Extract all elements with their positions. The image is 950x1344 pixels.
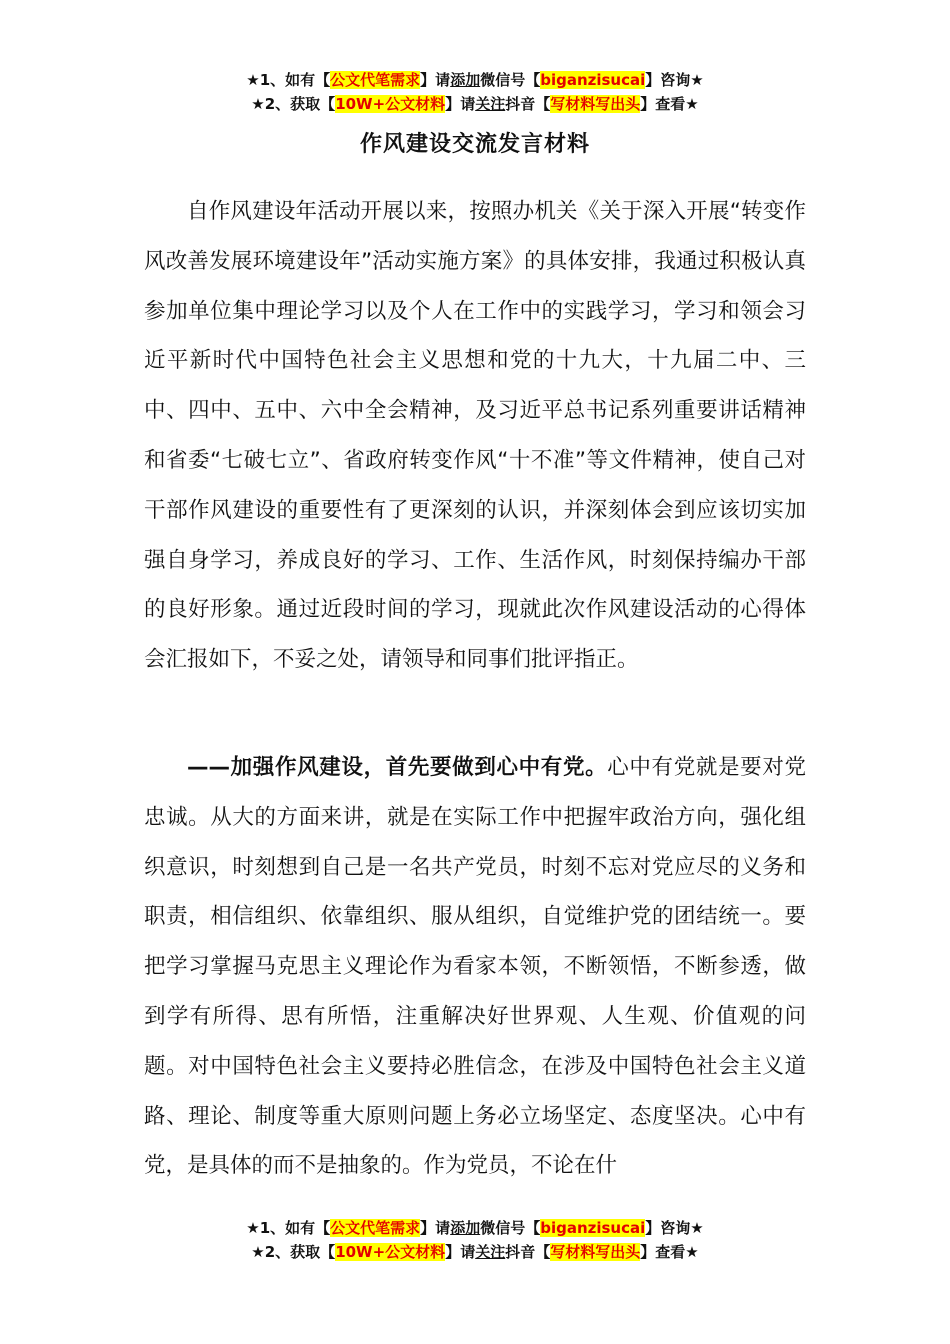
promo-highlight-materials: 10W+公文材料: [335, 1243, 446, 1261]
promo-text: 】请: [445, 95, 476, 113]
promo-text: 】查看★: [640, 95, 699, 113]
promo-text: 】查看★: [640, 1243, 699, 1261]
promo-underlined: 关注: [475, 1243, 506, 1261]
promo-text: ★1、如有【: [246, 71, 331, 89]
promo-text: 微信号【: [480, 1219, 541, 1237]
promo-text: 抖音【: [505, 1243, 551, 1261]
promo-text: 】请: [420, 1219, 451, 1237]
promo-highlight-wechat-id: biganzisucai: [540, 71, 646, 89]
promo-line-1: [0, 68, 950, 92]
promo-underlined: 关注: [475, 95, 506, 113]
paragraph-section-1: [144, 743, 806, 1191]
promo-text: ★2、获取【: [251, 95, 336, 113]
promo-footer: [0, 1216, 950, 1264]
promo-line-1: [0, 1216, 950, 1240]
promo-line-2: [0, 1240, 950, 1264]
promo-highlight-service: 公文代笔需求: [330, 71, 421, 89]
promo-text: 抖音【: [505, 95, 551, 113]
paragraph-intro: 自作风建设年活动开展以来，按照办机关《关于深入开展“转变作风改善发展环境建设年”活动实施方案》的具体安排，我通过积极认真参加单位集中理论学习以及个人在工作中的实践学习，学习和领会习近平新时代中国特色社会主义思想和党的十九大，十九届二中、三中、四中、五中、六中全会精神，及习近平总书记系列重要讲话精神和省委“七破七立”、省政府转变作风“十不准”等文件精神，使自己对干部作风建设的重要性有了更深刻的认识，并深刻体会到应该切实加强自身学习，养成良好的学习、工作、生活作风，时刻保持编办干部的良好形象。通过近段时间的学习，现就此次作风建设活动的心得体会汇报如下，不妥之处，请领导和同事们批评指正。: [144, 199, 806, 673]
promo-text: 微信号【: [480, 71, 541, 89]
promo-highlight-douyin: 写材料写出头: [550, 1243, 641, 1261]
promo-text: ★2、获取【: [251, 1243, 336, 1261]
promo-highlight-wechat-id: biganzisucai: [540, 1219, 646, 1237]
promo-highlight-douyin: 写材料写出头: [550, 95, 641, 113]
section-body: 心中有党就是要对党忠诚。从大的方面来讲，就是在实际工作中把握牢政治方向，强化组织意识，时刻想到自己是一名共产党员，时刻不忘对党应尽的义务和职责，相信组织、依靠组织、服从组织，自觉维护党的团结统一。要把学习掌握马克思主义理论作为看家本领，不断领悟，不断参透，做到学有所得、思有所悟，注重解决好世界观、人生观、价值观的问题。对中国特色社会主义要持必胜信念，在涉及中国特色社会主义道路、理论、制度等重大原则问题上务必立场坚定、态度坚决。心中有党，是具体的而不是抽象的。作为党员，不论在什: [144, 755, 806, 1179]
promo-underlined: 添加: [450, 1219, 481, 1237]
section-heading: ——加强作风建设，首先要做到心中有党。: [187, 755, 608, 780]
promo-text: 】咨询★: [645, 71, 704, 89]
promo-line-2: [0, 92, 950, 116]
promo-header: [0, 68, 950, 116]
promo-text: ★1、如有【: [246, 1219, 331, 1237]
promo-highlight-materials: 10W+公文材料: [335, 95, 446, 113]
promo-text: 】请: [420, 71, 451, 89]
promo-highlight-service: 公文代笔需求: [330, 1219, 421, 1237]
document-title: 作风建设交流发言材料: [359, 132, 590, 157]
promo-text: 】咨询★: [645, 1219, 704, 1237]
promo-text: 】请: [445, 1243, 476, 1261]
promo-underlined: 添加: [450, 71, 481, 89]
